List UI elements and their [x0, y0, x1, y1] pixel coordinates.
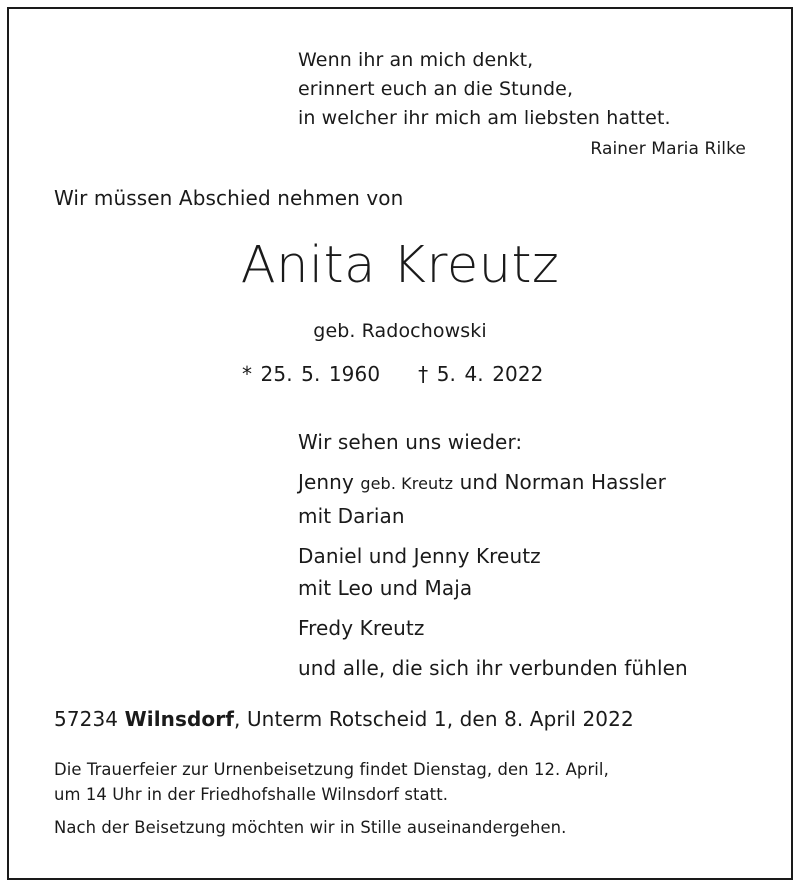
intro-text: Wir müssen Abschied nehmen von: [54, 186, 404, 210]
birth-date: * 25. 5. 1960: [242, 362, 381, 386]
postcode: 57234: [54, 707, 119, 731]
family-1-first-name: Jenny: [298, 470, 354, 494]
service-line-1: Die Trauerfeier zur Urnenbeisetzung findet Dienstag, den 12. April,: [54, 760, 609, 779]
quote-line-2: erinnert euch an die Stunde,: [298, 78, 574, 100]
birth-name: geb. Radochowski: [313, 320, 487, 342]
family-1-line-2: mit Darian: [298, 504, 405, 528]
family-1-partner: und Norman Hassler: [459, 470, 666, 494]
closing-note: Nach der Beisetzung möchten wir in Stille auseinandergehen.: [54, 818, 567, 837]
family-1-line-1: [298, 466, 688, 500]
funeral-service-info: [54, 757, 609, 807]
family-3: Fredy Kreutz: [298, 616, 425, 640]
address-and-date: , Unterm Rotscheid 1, den 8. April 2022: [234, 707, 634, 731]
family-2-line-2: mit Leo und Maja: [298, 576, 473, 600]
deceased-name: Anita Kreutz: [240, 236, 560, 295]
survivors-block: [298, 426, 688, 684]
service-line-2: um 14 Uhr in der Friedhofshalle Wilnsdorf statt.: [54, 785, 449, 804]
family-2-line-1: Daniel und Jenny Kreutz: [298, 544, 541, 568]
rilke-quote: [298, 46, 671, 133]
death-date: † 5. 4. 2022: [418, 362, 544, 386]
survivors-heading: Wir sehen uns wieder:: [298, 430, 523, 454]
quote-line-3: in welcher ihr mich am liebsten hattet.: [298, 107, 671, 129]
family-1-birth-name: geb. Kreutz: [360, 474, 454, 493]
quote-line-1: Wenn ihr an mich denkt,: [298, 49, 534, 71]
quote-author: Rainer Maria Rilke: [590, 139, 746, 159]
life-dates: [242, 362, 544, 386]
place-and-date: [54, 707, 634, 731]
town: Wilnsdorf: [124, 707, 235, 731]
survivors-closing: und alle, die sich ihr verbunden fühlen: [298, 656, 688, 680]
